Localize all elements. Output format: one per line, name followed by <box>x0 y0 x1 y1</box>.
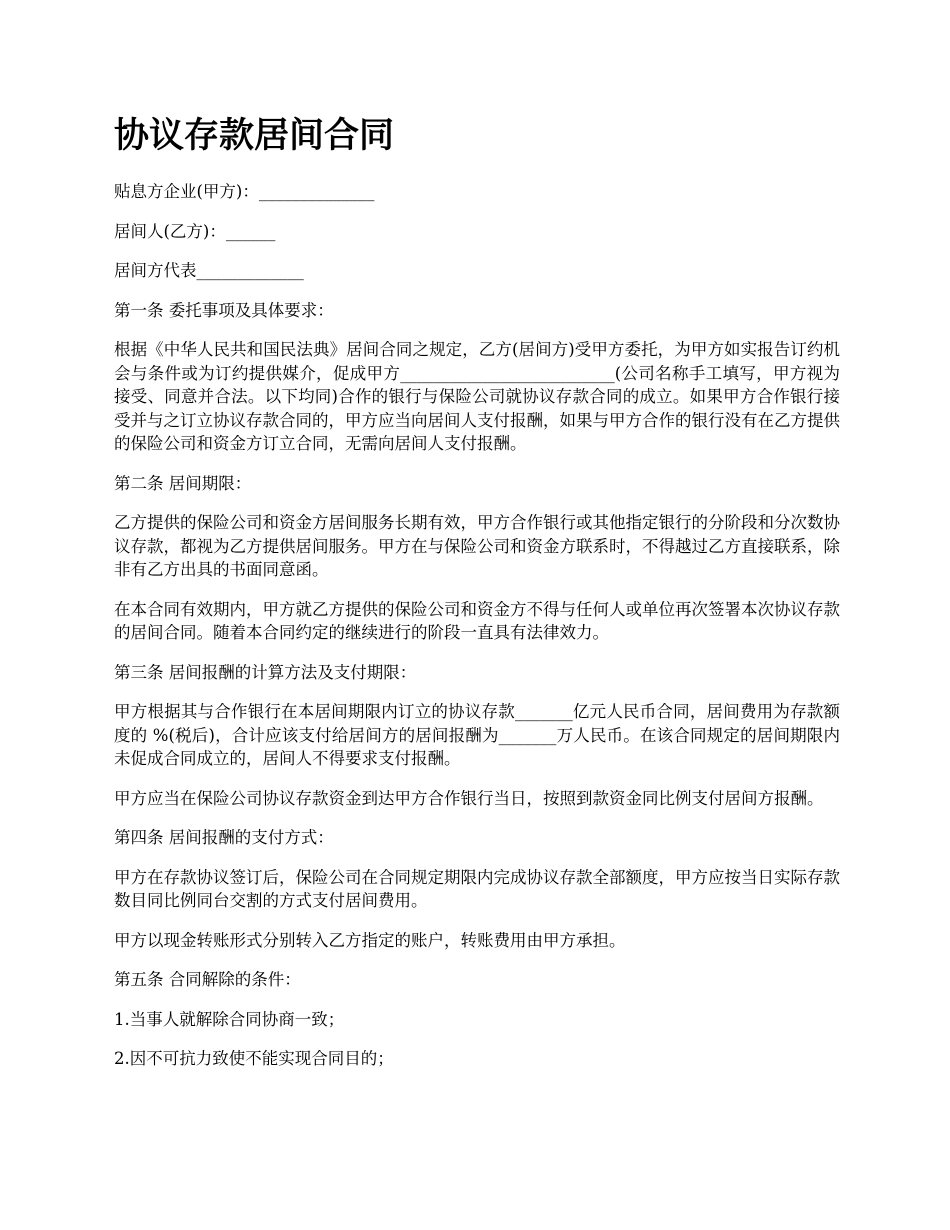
article-3-paragraph-2: 甲方应当在保险公司协议存款资金到达甲方合作银行当日，按照到款资金同比例支付居间方报酬。 <box>114 788 824 808</box>
article-4-paragraph-1: 甲方在存款协议签订后，保险公司在合同规定期限内完成协议存款全部额度，甲方应按当日实际存款数目同比例同台交割的方式支付居间费用。 <box>114 867 840 910</box>
article-5-item-1: 1.当事人就解除合同协商一致； <box>114 1009 345 1029</box>
article-1-paragraph: 根据《中华人民共和国民法典》居间合同之规定，乙方(居间方)受甲方委托，为甲方如实报告订约机会与条件或为订约提供媒介，促成甲方__________________________(公司名称手工填写，甲方视为接受、同意并合法。以下均同)合作的银行与保险公司就协议存款合同的成立。如果甲方合作银行接受并与之订立协议存款合同的，甲方应当向居间人支付报酬，如果与甲方合作的银行没有在乙方提供的保险公司和资金方订立合同，无需向居间人支付报酬。 <box>114 340 840 453</box>
document-title: 协议存款居间合同 <box>114 115 395 156</box>
article-2-paragraph-2: 在本合同有效期内，甲方就乙方提供的保险公司和资金方不得与任何人或单位再次签署本次协议存款的居间合同。随着本合同约定的继续进行的阶段一直具有法律效力。 <box>114 599 840 642</box>
article-1-heading: 第一条 委托事项及具体要求： <box>114 300 334 320</box>
article-4-heading: 第四条 居间报酬的支付方式： <box>114 828 334 847</box>
document-body <box>114 180 840 1087</box>
header-line-party-b: 居间人(乙方)：______ <box>114 221 276 241</box>
header-line-party-a: 贴息方企业(甲方)：______________ <box>114 182 375 201</box>
article-2-paragraph-1: 乙方提供的保险公司和资金方居间服务长期有效，甲方合作银行或其他指定银行的分阶段和分次数协议存款，都视为乙方提供居间服务。甲方在与保险公司和资金方联系时，不得越过乙方直接联系，除非有乙方出具的书面同意函。 <box>114 513 840 579</box>
article-3-paragraph-1: 甲方根据其与合作银行在本居间期限内订立的协议存款_______亿元人民币合同，居间费用为存款额度的 %(税后)，合计应该支付给居间方的居间报酬为_______万人民币。在该合同规定的居间期限内未促成合同成立的，居间人不得要求支付报酬。 <box>114 702 840 768</box>
article-5-item-2: 2.因不可抗力致使不能实现合同目的； <box>114 1049 394 1068</box>
article-4-paragraph-2: 甲方以现金转账形式分别转入乙方指定的账户，转账费用由甲方承担。 <box>114 930 626 950</box>
article-2-heading: 第二条 居间期限： <box>114 473 252 493</box>
header-line-representative: 居间方代表_____________ <box>114 261 304 280</box>
article-5-heading: 第五条 合同解除的条件： <box>114 970 301 989</box>
article-3-heading: 第三条 居间报酬的计算方法及支付期限： <box>114 662 417 682</box>
